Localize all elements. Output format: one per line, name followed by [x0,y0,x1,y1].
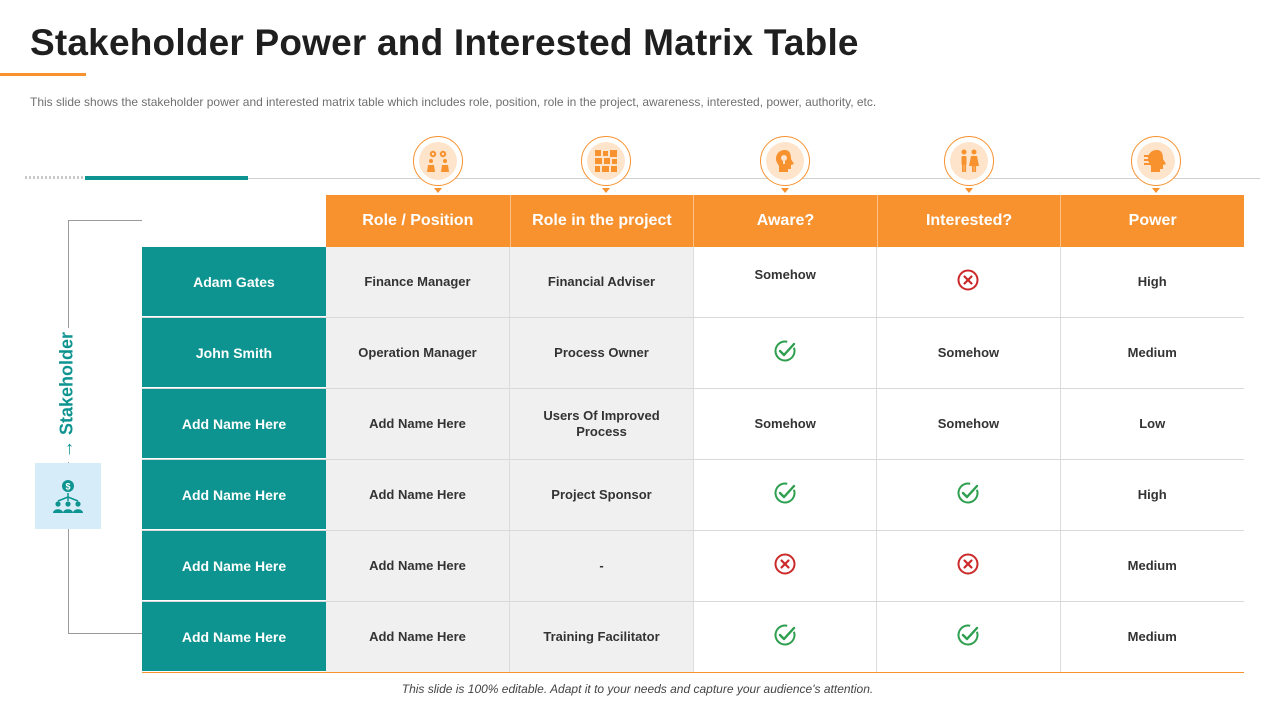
header-aware: Aware? [693,195,877,247]
check-icon [956,481,980,509]
power-cell: High [1061,460,1244,530]
gears-people-icon [413,136,463,186]
page-subtitle: This slide shows the stakeholder power and interested matrix table which includes role, position, role in the project, awareness, interested, power, authority, etc. [30,95,877,109]
stakeholder-bracket [68,220,142,634]
table-header [326,195,1244,247]
role-position-cell: Operation Manager [326,318,510,388]
table-row [142,389,1244,460]
arrow-icon: → [56,435,77,459]
header-power: Power [1060,195,1244,247]
role-position-cell: Add Name Here [326,602,510,672]
aware-cell: Somehow [694,389,877,459]
header-role-in-project: Role in the project [510,195,694,247]
header-role-position: Role / Position [362,212,474,229]
interested-cell [877,247,1060,317]
interested-cell: Somehow [877,318,1060,388]
interested-cell [877,460,1060,530]
role-position-cell: Add Name Here [326,389,510,459]
head-lightbulb-icon [760,136,810,186]
role-in-project-cell: Financial Adviser [510,247,694,317]
divider-line [248,178,1260,179]
table-row [142,460,1244,531]
cross-icon [773,552,797,580]
head-profile-icon [1131,136,1181,186]
stakeholder-group-icon [35,463,101,529]
footer-note: This slide is 100% editable. Adapt it to your needs and capture your audience's attention. [401,682,874,696]
check-icon [773,481,797,509]
role-in-project-cell: Process Owner [510,318,694,388]
power-cell: High [1061,247,1244,317]
interested-cell [877,531,1060,601]
role-in-project-cell: Training Facilitator [510,602,694,672]
table-body [142,247,1244,673]
aware-cell [694,531,877,601]
stakeholder-name-cell: Add Name Here [142,602,326,672]
interested-cell [877,602,1060,672]
stakeholder-name-cell: Adam Gates [142,247,326,317]
cross-icon [956,268,980,296]
aware-cell [694,318,877,388]
stakeholder-name-cell: Add Name Here [142,531,326,601]
aware-cell: Somehow [694,247,877,317]
page-title: Stakeholder Power and Interested Matrix Table [30,22,859,63]
role-in-project-cell: Project Sponsor [510,460,694,530]
role-position-cell: Add Name Here [326,460,510,530]
table-row [142,247,1244,318]
table-row [142,602,1244,673]
title-underline [0,73,86,76]
table-row [142,531,1244,602]
interested-cell: Somehow [877,389,1060,459]
check-icon [773,623,797,651]
role-position-cell: Finance Manager [326,247,510,317]
table-row [142,318,1244,389]
divider-dots [25,176,85,179]
cross-icon [956,552,980,580]
role-position-cell: Add Name Here [326,531,510,601]
power-cell: Low [1061,389,1244,459]
stakeholder-label: → Stakeholder [57,328,78,462]
power-cell: Medium [1061,531,1244,601]
check-icon [773,339,797,367]
role-in-project-cell: - [510,531,694,601]
role-in-project-cell: Users Of Improved Process [510,389,694,459]
svg-text:$: $ [65,481,71,492]
stakeholder-name-cell: Add Name Here [142,460,326,530]
aware-cell [694,460,877,530]
header-interested: Interested? [877,195,1061,247]
couple-icon [944,136,994,186]
check-icon [956,623,980,651]
aware-cell [694,602,877,672]
blocks-icon [581,136,631,186]
power-cell: Medium [1061,318,1244,388]
stakeholder-name-cell: John Smith [142,318,326,388]
power-cell: Medium [1061,602,1244,672]
stakeholder-name-cell: Add Name Here [142,389,326,459]
divider-accent [85,176,248,180]
